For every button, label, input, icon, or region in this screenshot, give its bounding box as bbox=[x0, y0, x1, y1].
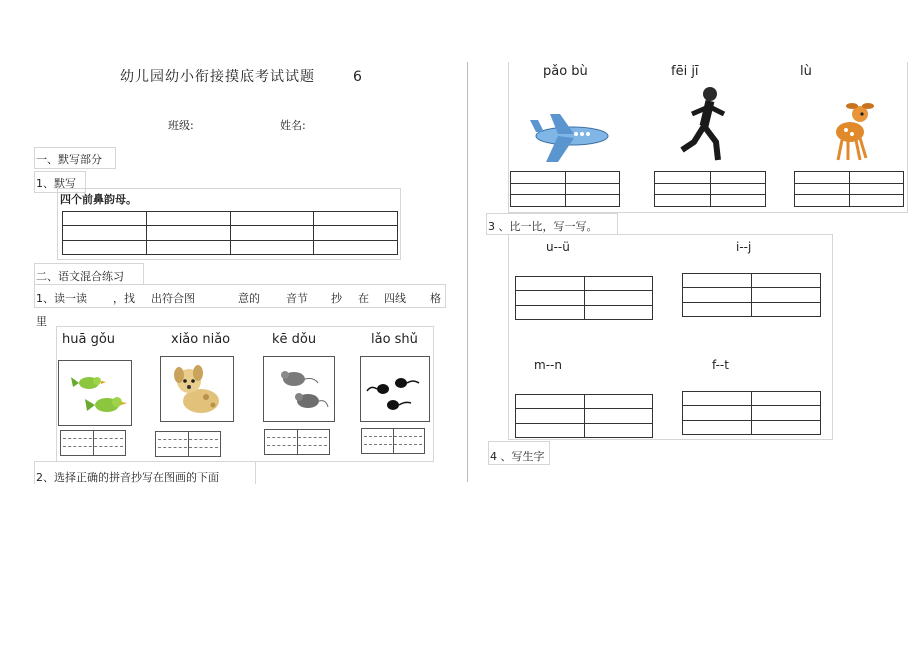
compare-m-n: m--n bbox=[534, 358, 562, 372]
section1-heading: 一、默写部分 bbox=[36, 153, 102, 166]
mice-icon bbox=[264, 357, 334, 421]
compare-grid-m-n[interactable] bbox=[515, 394, 653, 438]
pinyin-pao-bu: pǎo bù bbox=[543, 64, 588, 79]
title-text: 幼儿园幼小衔接摸底考试试题 bbox=[120, 69, 315, 85]
section1-q1: 1、默写 bbox=[36, 177, 76, 190]
q4-label: 4 、写生字 bbox=[490, 450, 545, 463]
compare-f-t: f--t bbox=[712, 358, 729, 372]
write-box-1[interactable] bbox=[60, 430, 126, 456]
q1-part-5: 抄 bbox=[331, 292, 342, 305]
name-label: 姓名: bbox=[280, 119, 306, 132]
q1-part-1: ，找 bbox=[113, 292, 135, 305]
compare-u-v: u--ü bbox=[546, 240, 570, 254]
q1-part-6: 在 bbox=[358, 292, 369, 305]
tadpoles-picture bbox=[360, 356, 430, 422]
puppy-icon bbox=[161, 357, 233, 421]
pinyin-lao-shu: lǎo shǔ bbox=[371, 332, 418, 347]
page-title bbox=[120, 66, 363, 86]
q1-part-0: 1、读一读 bbox=[36, 292, 87, 305]
tadpoles-icon bbox=[361, 357, 429, 421]
section2-heading: 二、语文混合练习 bbox=[36, 270, 124, 283]
pinyin-hua-gou: huā gǒu bbox=[62, 332, 116, 347]
q1-tail: 里 bbox=[36, 315, 47, 328]
birds-icon bbox=[59, 361, 131, 425]
section2-q2: 2、选择正确的拼音抄写在图画的下面 bbox=[36, 471, 219, 484]
compare-grid-f-t[interactable] bbox=[682, 391, 821, 435]
pinyin-lu: lù bbox=[800, 64, 812, 79]
airplane-icon bbox=[528, 108, 612, 166]
write-box-3[interactable] bbox=[264, 429, 330, 455]
puppy-picture bbox=[160, 356, 234, 422]
compare-i-j: i--j bbox=[736, 240, 752, 254]
nasal-finals-title: 四个前鼻韵母。 bbox=[60, 193, 137, 206]
birds-picture bbox=[58, 360, 132, 426]
write-box-4[interactable] bbox=[361, 428, 425, 454]
title-number: 6 bbox=[353, 69, 363, 85]
mice-picture bbox=[263, 356, 335, 422]
q1-part-3: 意的 bbox=[238, 292, 260, 305]
pinyin-grid-2[interactable] bbox=[654, 171, 766, 207]
deer-icon bbox=[822, 96, 882, 164]
column-divider bbox=[467, 62, 468, 482]
pinyin-grid-1[interactable] bbox=[510, 171, 620, 207]
pinyin-fei-ji: fēi jī bbox=[671, 64, 699, 79]
compare-grid-i-j[interactable] bbox=[682, 273, 821, 317]
pinyin-ke-dou: kē dǒu bbox=[272, 332, 317, 347]
q1-part-7: 四线 bbox=[384, 292, 406, 305]
q1-part-8: 格 bbox=[430, 292, 441, 305]
runner-icon bbox=[676, 84, 738, 164]
class-label: 班级: bbox=[168, 119, 194, 132]
q1-part-2: 出符合图 bbox=[151, 292, 195, 305]
write-box-2[interactable] bbox=[155, 431, 221, 457]
pinyin-xiao-niao: xiǎo niǎo bbox=[171, 332, 231, 347]
compare-grid-u-v[interactable] bbox=[515, 276, 653, 320]
nasal-finals-writing-grid[interactable] bbox=[62, 211, 398, 255]
pinyin-grid-3[interactable] bbox=[794, 171, 904, 207]
q3-label: 3 、比一比，写一写。 bbox=[488, 220, 598, 233]
q1-part-4: 音节 bbox=[286, 292, 308, 305]
